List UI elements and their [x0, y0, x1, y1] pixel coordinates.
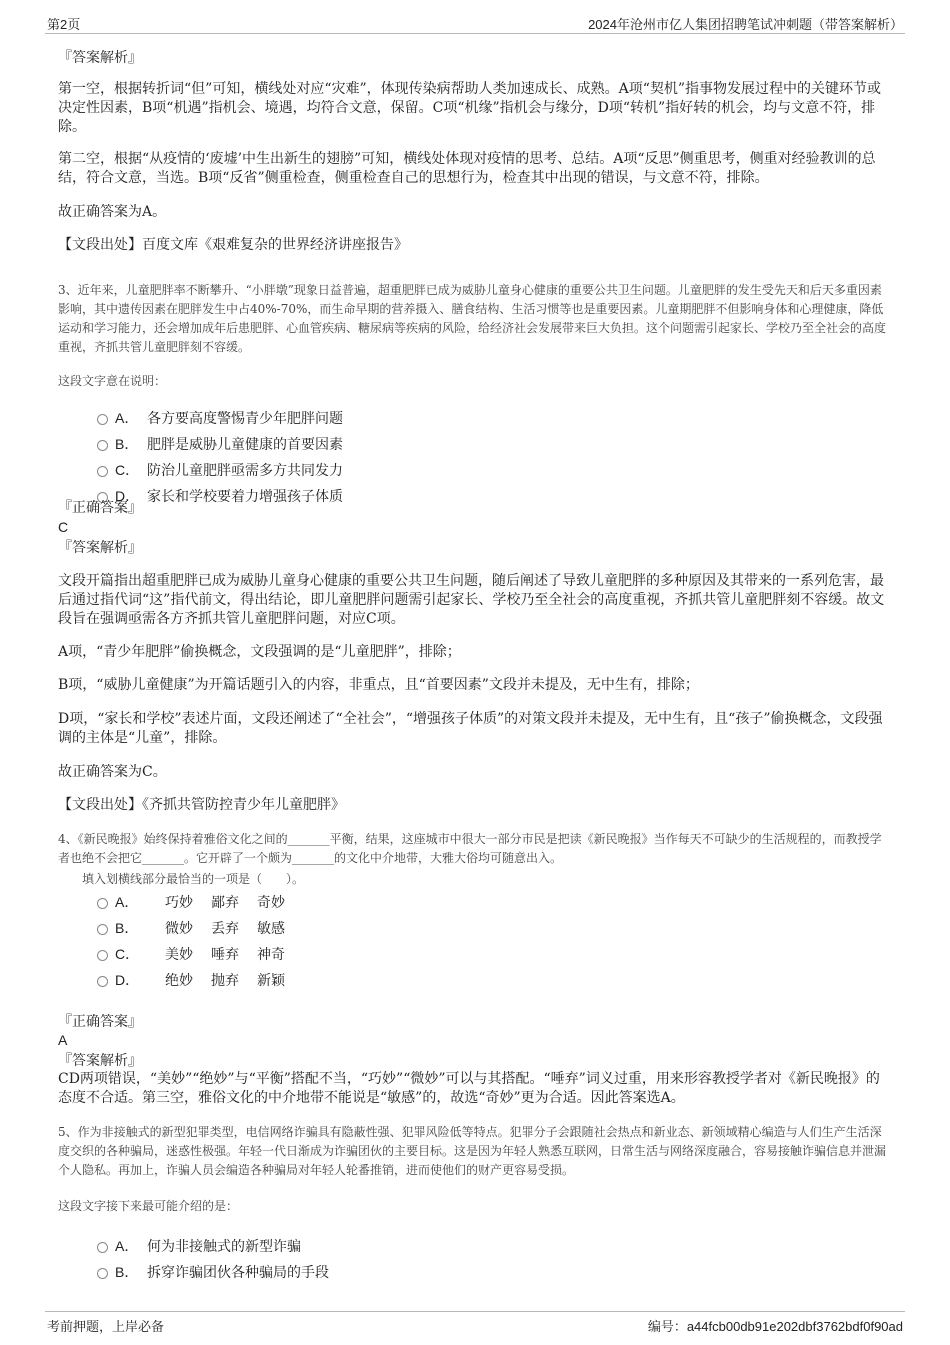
q2-analysis-label: 『答案解析』 [58, 50, 142, 66]
q3-analysis-para4: D项，“家长和学校”表述片面，文段还阐述了“全社会”，“增强孩子体质”的对策文段并未提及，无中生有，且“孩子”偷换概念，文段强调的主体是“儿童”，排除。 [58, 711, 883, 746]
q3-conclusion: 故正确答案为C。 [58, 764, 167, 780]
q2-conclusion: 故正确答案为A。 [58, 204, 167, 220]
q4-correct-answer: A [58, 1032, 68, 1048]
q2-analysis-para2: 第二空，根据“从疫情的‘废墟’中生出新生的翅膀”可知，横线处体现对疫情的思考、总结。A项“反思”侧重思考，侧重对经验教训的总结，符合文意，当选。B项“反省”侧重检查，侧重检查自己的思想行为，检查其中出现的错误，与文意不符，排除。 [58, 151, 876, 186]
radio-button[interactable] [97, 1268, 108, 1279]
footer-divider [45, 1311, 905, 1312]
q2-source: 【文段出处】百度文库《艰难复杂的世界经济讲座报告》 [58, 237, 408, 253]
q5-prompt: 这段文字接下来最可能介绍的是： [58, 1199, 239, 1213]
option-key: D． [115, 488, 140, 504]
option-word: 抛弃 [211, 973, 239, 989]
footer-serial: 编号：a44fcb00db91e202dbf3762bdf0f90ad [647, 1319, 903, 1334]
radio-button[interactable] [97, 924, 108, 935]
radio-button[interactable] [97, 440, 108, 451]
option-key: A． [115, 894, 139, 910]
footer-slogan: 考前押题，上岸必备 [47, 1319, 165, 1334]
document-title: 2024年沧州市亿人集团招聘笔试冲刺题（带答案解析） [588, 17, 903, 32]
q4-prompt: 填入划横线部分最恰当的一项是（ ）。 [82, 872, 305, 886]
option-word: 绝妙 [165, 973, 193, 989]
option-key: B． [115, 436, 139, 452]
option-text: 各方要高度警惕青少年肥胖问题 [147, 411, 343, 427]
q4-analysis-label: 『答案解析』 [58, 1053, 142, 1069]
option-word: 神奇 [257, 947, 285, 963]
q3-analysis-para2: A项，“青少年肥胖”偷换概念，文段强调的是“儿童肥胖”，排除； [58, 644, 461, 660]
option-word: 微妙 [165, 921, 193, 937]
q5-stem: 5、作为非接触式的新型犯罪类型，电信网络诈骗具有隐蔽性强、犯罪风险低等特点。犯罪分子会跟随社会热点和新业态、新领域精心编造与人们生产生活深度交织的各种骗局，迷惑性极强。年轻一代日渐成为诈骗团伙的主要目标。这是因为年轻人熟悉互联网，日常生活与网络深度融合，容易接触诈骗信息并泄漏个人隐私。再加上，诈骗人员会编造各种骗局对年轻人轮番推销，进而使他们的财产更容易受损。 [58, 1125, 887, 1177]
q4-correct-label: 『正确答案』 [58, 1014, 142, 1030]
q3-source: 【文段出处】《齐抓共管防控青少年儿童肥胖》 [58, 797, 345, 813]
option-key: D． [115, 972, 140, 988]
q3-analysis-para1: 文段开篇指出超重肥胖已成为威胁儿童身心健康的重要公共卫生问题，随后阐述了导致儿童肥胖的多种原因及其带来的一系列危害，最后通过指代词“这”指代前文，得出结论，即儿童肥胖问题需引起家长、学校乃至全社会的高度重视，齐抓共管儿童肥胖刻不容缓。故文段旨在强调亟需各方齐抓共管儿童肥胖问题，对应C项。 [58, 573, 885, 627]
page-number: 第2页 [47, 17, 81, 32]
radio-button[interactable] [97, 976, 108, 987]
q3-correct-label: 『正确答案』 [58, 500, 142, 516]
option-word: 巧妙 [165, 895, 193, 911]
option-key: B． [115, 920, 139, 936]
q3-analysis-para3: B项，“威胁儿童健康”为开篇话题引入的内容，非重点，且“首要因素”文段并未提及，无中生有，排除； [58, 677, 699, 693]
option-text: 肥胖是威胁儿童健康的首要因素 [147, 437, 343, 453]
q3-stem: 3、近年来，儿童肥胖率不断攀升、“小胖墩”现象日益普遍，超重肥胖已成为威胁儿童身心健康的重要公共卫生问题。儿童肥胖的发生受先天和后天多重因素影响，其中遗传因素在肥胖发生中占40%-70%，而生命早期的营养摄入、膳食结构、生活习惯等也是重要因素。儿童期肥胖不但影响身体和心理健康，降低运动和学习能力，还会增加成年后患肥胖、心血管疾病、糖尿病等疾病的风险，给经济社会发展带来巨大负担。这个问题需引起家长、学校乃至全社会的高度重视，齐抓共管儿童肥胖刻不容缓。 [58, 283, 887, 354]
radio-button[interactable] [97, 414, 108, 425]
option-word: 唾弃 [211, 947, 239, 963]
q3-correct-answer: C [58, 519, 69, 535]
option-key: C． [115, 462, 140, 478]
option-word: 丢弃 [211, 921, 239, 937]
q4-stem: 4、《新民晚报》始终保持着雅俗文化之间的_______平衡，结果，这座城市中很大一部分市民是把读《新民晚报》当作每天不可缺少的生活规程的，而教授学者也绝不会把它_______。它开辟了一个颇为_______的文化中介地带，大雅大俗均可随意出入。 [58, 832, 882, 865]
option-word: 敏感 [257, 921, 285, 937]
option-text: 何为非接触式的新型诈骗 [147, 1239, 301, 1255]
option-text: 防治儿童肥胖亟需多方共同发力 [147, 463, 343, 479]
radio-button[interactable] [97, 898, 108, 909]
radio-button[interactable] [97, 466, 108, 477]
option-text: 家长和学校要着力增强孩子体质 [147, 489, 343, 505]
option-word: 美妙 [165, 947, 193, 963]
radio-button[interactable] [97, 950, 108, 961]
option-key: B． [115, 1264, 139, 1280]
q3-prompt: 这段文字意在说明： [58, 374, 167, 388]
option-word: 奇妙 [257, 895, 285, 911]
option-word: 新颖 [257, 973, 285, 989]
option-key: A． [115, 410, 139, 426]
q2-analysis-para1: 第一空，根据转折词“但”可知，横线处对应“灾难”，体现传染病帮助人类加速成长、成熟。A项“契机”指事物发展过程中的关键环节或决定性因素，B项“机遇”指机会、境遇，均符合文意，保留。C项“机缘”指机会与缘分，D项“转机”指好转的机会，均与文意不符，排除。 [58, 81, 882, 135]
option-text: 拆穿诈骗团伙各种骗局的手段 [147, 1265, 329, 1281]
option-key: A． [115, 1238, 139, 1254]
q4-analysis: CD两项错误，“美妙”“绝妙”与“平衡”搭配不当，“巧妙”“微妙”可以与其搭配。“唾弃”词义过重，用来形容教授学者对《新民晚报》的态度不合适。第三空，雅俗文化的中介地带不能说是“敏感”的，故选“奇妙”更为合适。因此答案选A。 [58, 1071, 880, 1106]
header-divider [45, 33, 905, 34]
option-key: C． [115, 946, 140, 962]
option-word: 鄙弃 [211, 895, 239, 911]
radio-button[interactable] [97, 1242, 108, 1253]
q3-analysis-label: 『答案解析』 [58, 540, 142, 556]
